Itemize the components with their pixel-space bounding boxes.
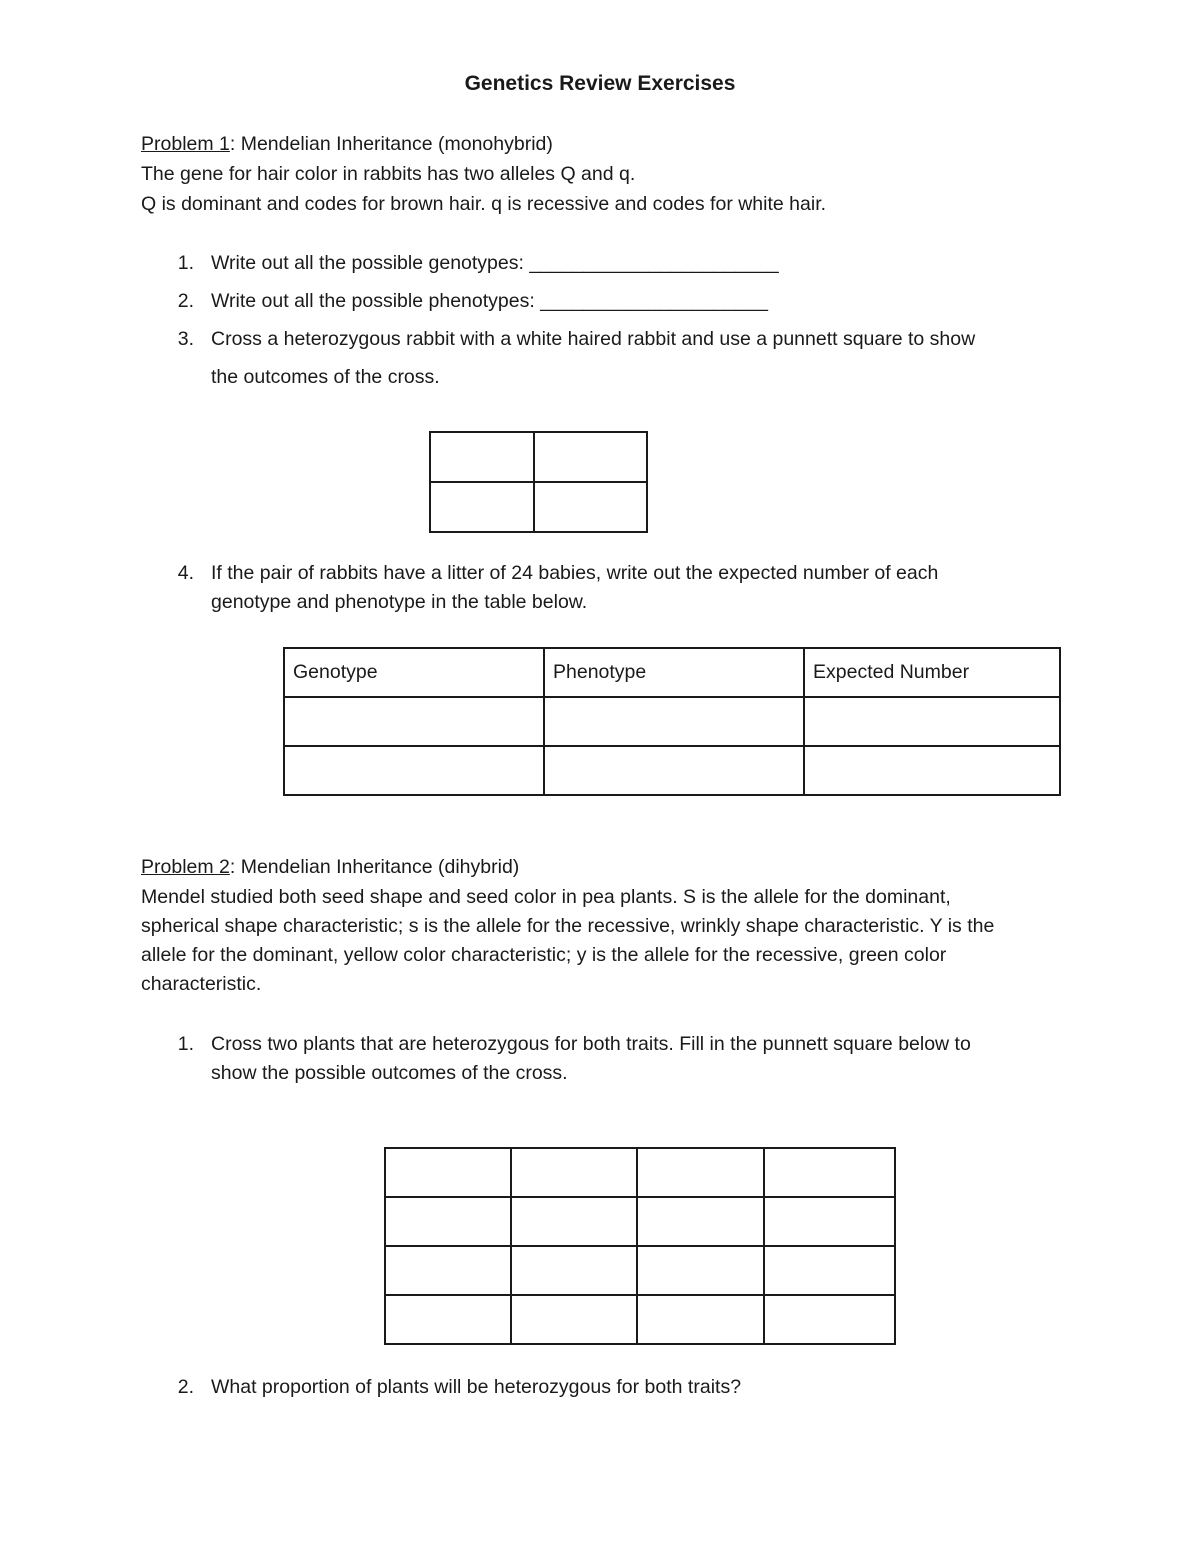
p1-q2-text: Write out all the possible phenotypes: _____________________	[211, 290, 768, 312]
punnett-cell[interactable]	[511, 1197, 637, 1246]
punnett-cell[interactable]	[534, 432, 647, 482]
header-genotype: Genotype	[284, 648, 544, 697]
problem1-intro-line2: Q is dominant and codes for brown hair. q is recessive and codes for white hair.	[141, 193, 827, 215]
punnett-cell[interactable]	[430, 482, 534, 532]
page-title: Genetics Review Exercises	[464, 72, 736, 95]
problem2-heading-text: : Mendelian Inheritance (dihybrid)	[229, 856, 520, 878]
punnett-cell[interactable]	[637, 1295, 764, 1344]
p1-q1-text: Write out all the possible genotypes: _______________________	[211, 252, 779, 274]
header-expected-number: Expected Number	[804, 648, 1060, 697]
problem2-intro-line4: characteristic.	[141, 973, 262, 995]
problem1-label: Problem 1	[141, 133, 230, 155]
p1-q3-number: 3.	[177, 328, 194, 350]
table-row	[284, 697, 1060, 746]
table-cell[interactable]	[284, 697, 544, 746]
problem2-intro-line1: Mendel studied both seed shape and seed color in pea plants. S is the allele for the dominant,	[141, 886, 951, 908]
problem1-intro-line1: The gene for hair color in rabbits has two alleles Q and q.	[141, 163, 636, 185]
punnett-cell[interactable]	[511, 1148, 637, 1197]
punnett-cell[interactable]	[385, 1197, 511, 1246]
p1-q2-number: 2.	[177, 290, 194, 312]
p1-q3-line1: Cross a heterozygous rabbit with a white haired rabbit and use a punnett square to show	[211, 328, 976, 350]
p1-q4-number: 4.	[177, 562, 194, 584]
problem2-label: Problem 2	[141, 856, 230, 878]
punnett-cell[interactable]	[764, 1148, 895, 1197]
punnett-cell[interactable]	[637, 1246, 764, 1295]
punnett-cell[interactable]	[764, 1197, 895, 1246]
punnett-cell[interactable]	[385, 1246, 511, 1295]
punnett-cell[interactable]	[637, 1197, 764, 1246]
table-row	[284, 746, 1060, 795]
p1-q4-line2: genotype and phenotype in the table below.	[211, 591, 588, 613]
p2-q1-line1: Cross two plants that are heterozygous for both traits. Fill in the punnett square below to	[211, 1033, 971, 1055]
dihybrid-punnett-square	[384, 1147, 896, 1345]
table-cell[interactable]	[284, 746, 544, 795]
p2-q2-number: 2.	[177, 1376, 194, 1398]
table-cell[interactable]	[804, 697, 1060, 746]
p2-q1-line2: show the possible outcomes of the cross.	[211, 1062, 568, 1084]
genotype-phenotype-table	[283, 647, 1061, 796]
punnett-cell[interactable]	[511, 1295, 637, 1344]
punnett-row	[385, 1295, 895, 1344]
punnett-row	[430, 432, 647, 482]
punnett-cell[interactable]	[764, 1295, 895, 1344]
table-cell[interactable]	[804, 746, 1060, 795]
problem2-heading	[141, 856, 519, 879]
punnett-row	[385, 1246, 895, 1295]
punnett-cell[interactable]	[430, 432, 534, 482]
header-phenotype: Phenotype	[544, 648, 804, 697]
p2-q1-number: 1.	[177, 1033, 194, 1055]
p1-q4-line1: If the pair of rabbits have a litter of 24 babies, write out the expected number of each	[211, 562, 939, 584]
p2-q2-text: What proportion of plants will be heterozygous for both traits?	[211, 1376, 742, 1398]
p1-q1-number: 1.	[177, 252, 194, 274]
punnett-row	[385, 1148, 895, 1197]
punnett-cell[interactable]	[385, 1295, 511, 1344]
p1-q3-line2: the outcomes of the cross.	[211, 366, 440, 388]
punnett-row	[430, 482, 647, 532]
problem1-heading	[141, 133, 553, 156]
punnett-cell[interactable]	[511, 1246, 637, 1295]
punnett-row	[385, 1197, 895, 1246]
table-cell[interactable]	[544, 746, 804, 795]
punnett-cell[interactable]	[764, 1246, 895, 1295]
monohybrid-punnett-square	[429, 431, 648, 533]
problem2-intro-line3: allele for the dominant, yellow color characteristic; y is the allele for the recessive, green color	[141, 944, 947, 966]
punnett-cell[interactable]	[385, 1148, 511, 1197]
table-header-row	[284, 648, 1060, 697]
punnett-cell[interactable]	[534, 482, 647, 532]
problem2-intro-line2: spherical shape characteristic; s is the allele for the recessive, wrinkly shape characteristic. Y is the	[141, 915, 995, 937]
punnett-cell[interactable]	[637, 1148, 764, 1197]
table-cell[interactable]	[544, 697, 804, 746]
problem1-heading-text: : Mendelian Inheritance (monohybrid)	[229, 133, 553, 155]
